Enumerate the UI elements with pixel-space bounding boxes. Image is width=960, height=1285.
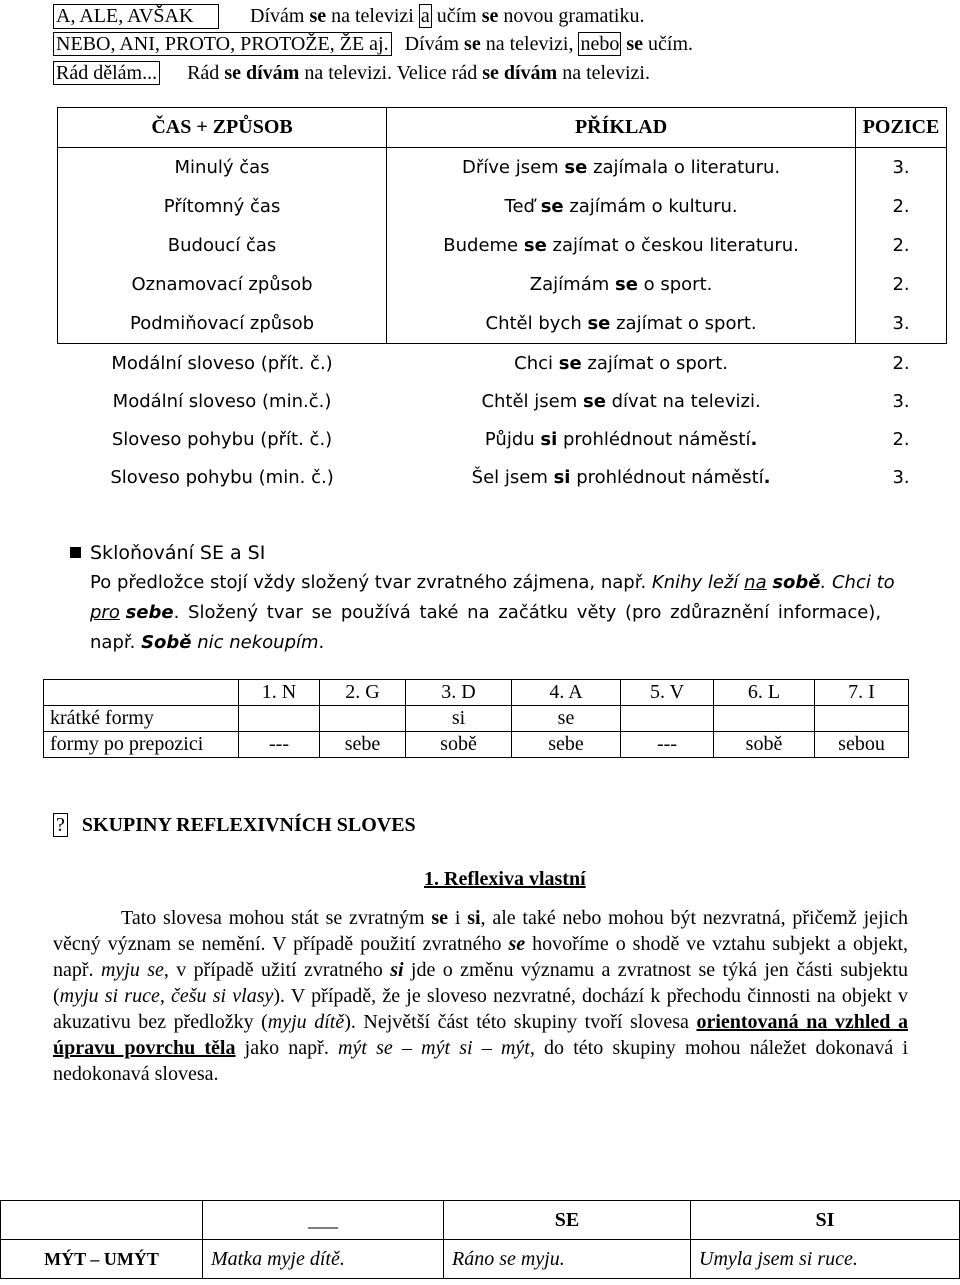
example-cell [387,304,856,344]
bold-italic-se: se [508,933,526,955]
declension-line-3 [90,632,324,653]
reflexive-pronoun: se [523,235,547,256]
si-column-header: SI [691,1201,960,1240]
declension-table [43,679,909,758]
groups-subtitle: 1. Reflexiva vlastní [424,868,586,890]
example-sentence: Matka myje dítě. [203,1240,444,1279]
position-value: 3. [892,390,910,412]
header-cas-zpusob: ČAS + ZPŮSOB [58,108,387,148]
paragraph-text: jde o změnu významu a zvratnost se týká jen části subjektu ( [53,959,908,1007]
example-underlined: pro [90,602,120,623]
declension-text: Po předložce stojí vždy složený tvar zvratného zájmena, např. [90,572,652,593]
conjunction-label-1: A, ALE, AVŠAK [53,4,219,29]
declension-cell: sebou [815,732,909,758]
bold-italic-si: si [390,959,404,981]
tense-label: Sloveso pohybu (min. č.) [110,466,334,488]
declension-cell: si [406,706,512,732]
table-header-row [58,108,947,148]
paragraph-text: , do této skupiny mohou náležet dokonavá i nedokonavá slovesa. [53,1037,909,1085]
example-cell [387,265,856,304]
table-row [58,226,947,265]
paragraph-text: Tato slovesa mohou stát se zvratným [121,907,432,929]
paragraph-text: – [392,1037,422,1059]
intro-text: Dívám [404,33,465,55]
example-text: Dříve jsem [462,157,565,178]
reflexive-pronoun: se [587,313,611,334]
conjunction-label-2: NEBO, ANI, PROTO, PROTOŽE, ŽE aj. [53,32,392,56]
position-value: 3. [856,148,947,188]
header-priklad: PŘÍKLAD [387,108,856,148]
tense-label: Přítomný čas [58,187,387,226]
declension-prepositional-row [44,732,909,758]
row-label-prepositional: formy po prepozici [44,732,239,758]
case-nominative: 1. N [239,680,320,706]
se-column-header: SE [444,1201,691,1240]
example-text: prohlédnout náměstí [557,428,751,450]
example-text: Zajímám [529,274,615,295]
declension-cell [815,706,909,732]
example-cell [387,382,856,420]
bottom-cell [1,1201,203,1240]
bottom-data-row [1,1240,960,1279]
example-bold-italic: sebe [125,602,174,623]
groups-heading [53,814,416,837]
table-row [58,304,947,344]
example-italic: myju dítě [267,1011,345,1033]
bold-se-divam: se dívám [224,62,300,84]
declension-text: např. [90,632,142,653]
example-cell [387,420,856,458]
declension-cell [714,706,815,732]
example-cell [387,344,856,383]
example-italic: mýt se [338,1037,393,1059]
example-underlined: na [744,572,767,593]
question-mark-box: ? [53,813,68,837]
reflexive-pronoun: se [614,274,638,295]
intro-text: učím. [643,33,694,55]
bold-se: se [309,5,327,27]
reflexive-pronoun: si [540,428,558,450]
declension-cell: sebe [320,732,406,758]
table-row [58,265,947,304]
tense-label: Modální sloveso (min.č.) [112,390,332,412]
case-genitive: 2. G [320,680,406,706]
position-value: 2. [892,428,910,450]
paragraph-text: , v případě užití zvratného [163,959,391,981]
reflexive-pronoun: se [540,196,564,217]
tense-label: Oznamovací způsob [58,265,387,304]
case-accusative: 4. A [512,680,621,706]
paragraph-text: hovoříme o shodě ve vztahu subjekt a objekt, např. [53,933,908,981]
row-label-short: krátké formy [44,706,239,732]
groups-paragraph [53,905,908,1087]
paragraph-text: , ale také nebo mohou být nezvratná, přičemž jejich věcný význam se nemění. V případě použití zvratného [53,907,908,955]
bold-se: se [464,33,481,55]
example-italic: myju se [100,959,164,981]
declension-cell: --- [621,732,714,758]
example-text: Šel jsem [471,466,554,488]
example-text: Teď [504,196,541,217]
declension-cell: se [512,706,621,732]
example-text: Budeme [443,235,524,256]
example-text: prohlédnout náměstí [570,466,764,488]
example-text: zajímat o sport. [610,313,757,334]
reflexive-pronoun: se [564,157,588,178]
intro-text: na televizi. Velice rád [299,62,483,84]
declension-cell: --- [239,732,320,758]
example-cell [387,187,856,226]
case-locative: 6. L [714,680,815,706]
declension-cell [44,680,239,706]
table-row [58,382,947,420]
intro-line-1 [53,4,645,29]
table-row [58,420,947,458]
intro-line-2 [53,33,693,56]
example-italic: mýt [500,1037,530,1059]
example-sentence: Ráno se myju. [444,1240,691,1279]
case-vocative: 5. V [621,680,714,706]
boxed-conjunction: a [420,5,430,27]
table-row [58,187,947,226]
conjunction-label-3: Rád dělám... [53,61,160,85]
bold-se: se [431,907,449,929]
intro-line-3 [53,62,650,85]
position-value: 2. [856,187,947,226]
blank-column-header: ___ [203,1201,444,1240]
case-instrumental: 7. I [815,680,909,706]
example-text: Chtěl bych [485,313,588,334]
declension-cell: sebe [512,732,621,758]
tense-mood-table [57,107,947,496]
example-text: o sport. [637,274,713,295]
position-value: 3. [892,466,910,488]
example-italic: nic nekoupím [191,632,319,653]
declension-text: . Složený tvar se používá také na začátku věty (pro zdůraznění informace), [173,602,882,623]
example-text: Chtěl jsem [481,390,583,412]
table-row [58,344,947,383]
intro-text: Rád [187,62,225,84]
tense-label: Sloveso pohybu (přít. č.) [111,428,333,450]
declension-short-forms-row [44,706,909,732]
intro-text: novou gramatiku. [498,5,645,27]
example-text: zajímat o českou literaturu. [546,235,799,256]
position-value: 2. [856,226,947,265]
example-text: zajímat o sport. [581,352,728,374]
bottom-header-row [1,1201,960,1240]
example-cell [387,458,856,496]
groups-title: SKUPINY REFLEXIVNÍCH SLOVES [81,814,416,836]
case-dative: 3. D [406,680,512,706]
declension-cell: sobě [714,732,815,758]
tense-label: Podmiňovací způsob [58,304,387,344]
intro-text: na televizi, [480,33,579,55]
position-value: 2. [856,265,947,304]
bold-se-divam: se dívám [482,62,558,84]
position-value: 2. [892,352,910,374]
example-cell [387,226,856,265]
example-text: zajímala o literaturu. [587,157,781,178]
reflexive-pronoun: si [553,466,571,488]
table-row [58,458,947,496]
example-period: . [750,428,758,450]
tense-label: Budoucí čas [58,226,387,265]
intro-text: na televizi. [557,62,650,84]
paragraph-text: – [472,1037,501,1059]
paragraph-text: i [448,907,468,929]
reflexive-pronoun: se [582,390,606,412]
example-text: Chci [514,352,559,374]
declension-cell [239,706,320,732]
intro-text: na televizi [326,5,419,27]
tense-label: Modální sloveso (přít. č.) [111,352,333,374]
bold-si: si [467,907,481,929]
verb-pair-label: MÝT – UMÝT [1,1240,203,1279]
example-verbs-table [0,1200,960,1279]
example-text: Půjdu [484,428,541,450]
example-text: dívat na televizi. [605,390,761,412]
intro-text: učím [431,5,482,27]
example-italic: myju si ruce, češu si vlasy [59,985,274,1007]
boxed-conjunction: nebo [580,33,620,55]
bold-underlined-phrase: orientovaná na vzhled a úpravu povrchu těla [53,1011,908,1059]
declension-line-1 [90,572,895,593]
bold-se: se [626,33,644,55]
position-value: 3. [856,304,947,344]
example-italic: Knihy leží [651,572,745,593]
paragraph-text: ). Největší část této skupiny tvoří slovesa [344,1011,697,1033]
declension-heading [70,542,265,565]
paragraph-text: jako např. [235,1037,339,1059]
example-bold-italic: sobě [772,572,821,593]
example-period: . [763,466,771,488]
bold-se: se [481,5,499,27]
tense-label: Minulý čas [58,148,387,188]
declension-cell: sobě [406,732,512,758]
declension-cell [621,706,714,732]
declension-text: . [318,632,325,653]
example-italic: . Chci to [820,572,895,593]
example-cell [387,148,856,188]
example-bold-italic: Sobě [141,632,192,653]
bullet-square-icon [70,547,81,558]
paragraph-text: ). V případě, že je sloveso nezvratné, dochází k přechodu činnosti na objekt v akuzativu bez předložky ( [53,985,909,1033]
declension-cell [320,706,406,732]
example-italic: mýt si [421,1037,473,1059]
declension-line-2 [90,602,881,623]
declension-header-row [44,680,909,706]
example-sentence: Umyla jsem si ruce. [691,1240,960,1279]
table-row [58,148,947,188]
example-text: zajímám o kulturu. [563,196,738,217]
header-pozice: POZICE [856,108,947,148]
declension-title: Skloňování SE a SI [90,542,266,564]
reflexive-pronoun: se [558,352,582,374]
intro-text: Dívám [250,5,310,27]
